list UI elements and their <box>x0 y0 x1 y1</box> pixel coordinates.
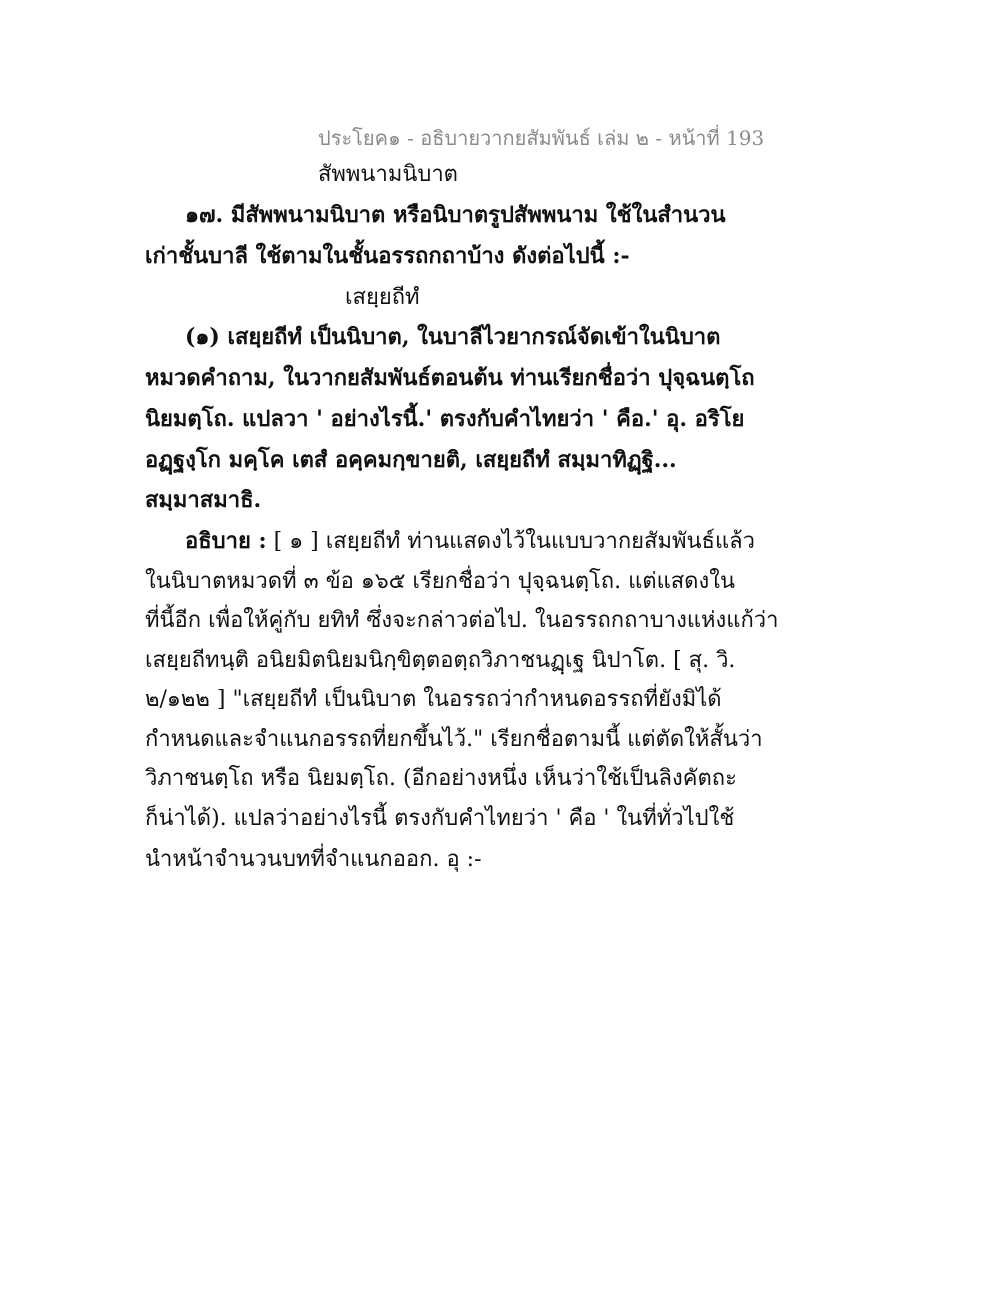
paragraph-17-line-2: เก่าชั้นบาลี ใช้ตามในชั้นอรรถกถาบ้าง ดังต่อไปนี้ :- <box>145 243 630 269</box>
explanation-line-1 <box>185 526 755 557</box>
explanation-line-9: นำหน้าจำนวนบทที่จำแนกออก. อุ :- <box>145 847 482 872</box>
explanation-line-4: เสยฺยถีทนฺติ อนิยมิตนิยมนิกฺขิตฺตอตฺถวิภาชนฏฺเฐ นิปาโต. [ สุ. วิ. <box>145 648 736 673</box>
running-header: ประโยค๑ - อธิบายวากยสัมพันธ์ เล่ม ๒ - หน้าที่ 193 <box>318 126 765 150</box>
rule-1-line-2: หมวดคำถาม, ในวากยสัมพันธ์ตอนต้น ท่านเรียกชื่อว่า ปุจฺฉนตฺโถ <box>145 365 755 391</box>
explanation-line-8: ก็น่าได้). แปลว่าอย่างไรนี้ ตรงกับคำไทยว่า ' คือ ' ในที่ทั่วไปใช้ <box>145 806 735 831</box>
paragraph-17-line-1: ๑๗. มีสัพพนามนิบาต หรือนิบาตรูปสัพพนาม ใช้ในสำนวน <box>185 202 726 228</box>
rule-1-line-3: นิยมตฺโถ. แปลวา ' อย่างไรนี้.' ตรงกับคำไทยว่า ' คือ.' อุ. อริโย <box>145 406 745 432</box>
rule-1-line-5: สมฺมาสมาธิ. <box>145 487 262 513</box>
explanation-line-5: ๒/๑๒๒ ] "เสยฺยถีทํ เป็นนิบาต ในอรรถว่ากำหนดอรรถที่ยังมิได้ <box>145 687 722 712</box>
explanation-line-3: ที่นี้อีก เพื่อให้คู่กับ ยทิทํ ซึ่งจะกล่าวต่อไป. ในอรรถกถาบางแห่งแก้ว่า <box>145 608 779 633</box>
subsection-title: เสยฺยถีทํ <box>345 285 420 310</box>
rule-1-line-4: อฏฺฐงฺโก มคฺโค เตสํ อคฺคมกฺขายติ, เสยฺยถีทํ สมฺมาทิฏฺฐิ... <box>145 447 677 473</box>
explanation-line-7: วิภาชนตฺโถ หรือ นิยมตฺโถ. (อีกอย่างหนึ่ง เห็นว่าใช้เป็นลิงคัตถะ <box>145 766 737 791</box>
rule-1-line-1: (๑) เสยฺยถีทํ เป็นนิบาต, ในบาลีไวยากรณ์จัดเข้าในนิบาต <box>185 324 721 350</box>
section-title: สัพพนามนิบาต <box>318 162 458 187</box>
explanation-label: อธิบาย : <box>185 528 267 554</box>
explanation-line-2: ในนิบาตหมวดที่ ๓ ข้อ ๑๖๕ เรียกชื่อว่า ปุจฺฉนตฺโถ. แต่แสดงใน <box>145 569 735 594</box>
explanation-line-1-text: [ ๑ ] เสยฺยถีทํ ท่านแสดงไว้ในแบบวากยสัมพันธ์แล้ว <box>266 529 755 554</box>
explanation-line-6: กำหนดและจำแนกอรรถที่ยกขึ้นไว้." เรียกชื่อตามนี้ แต่ตัดให้สั้นว่า <box>145 727 763 752</box>
